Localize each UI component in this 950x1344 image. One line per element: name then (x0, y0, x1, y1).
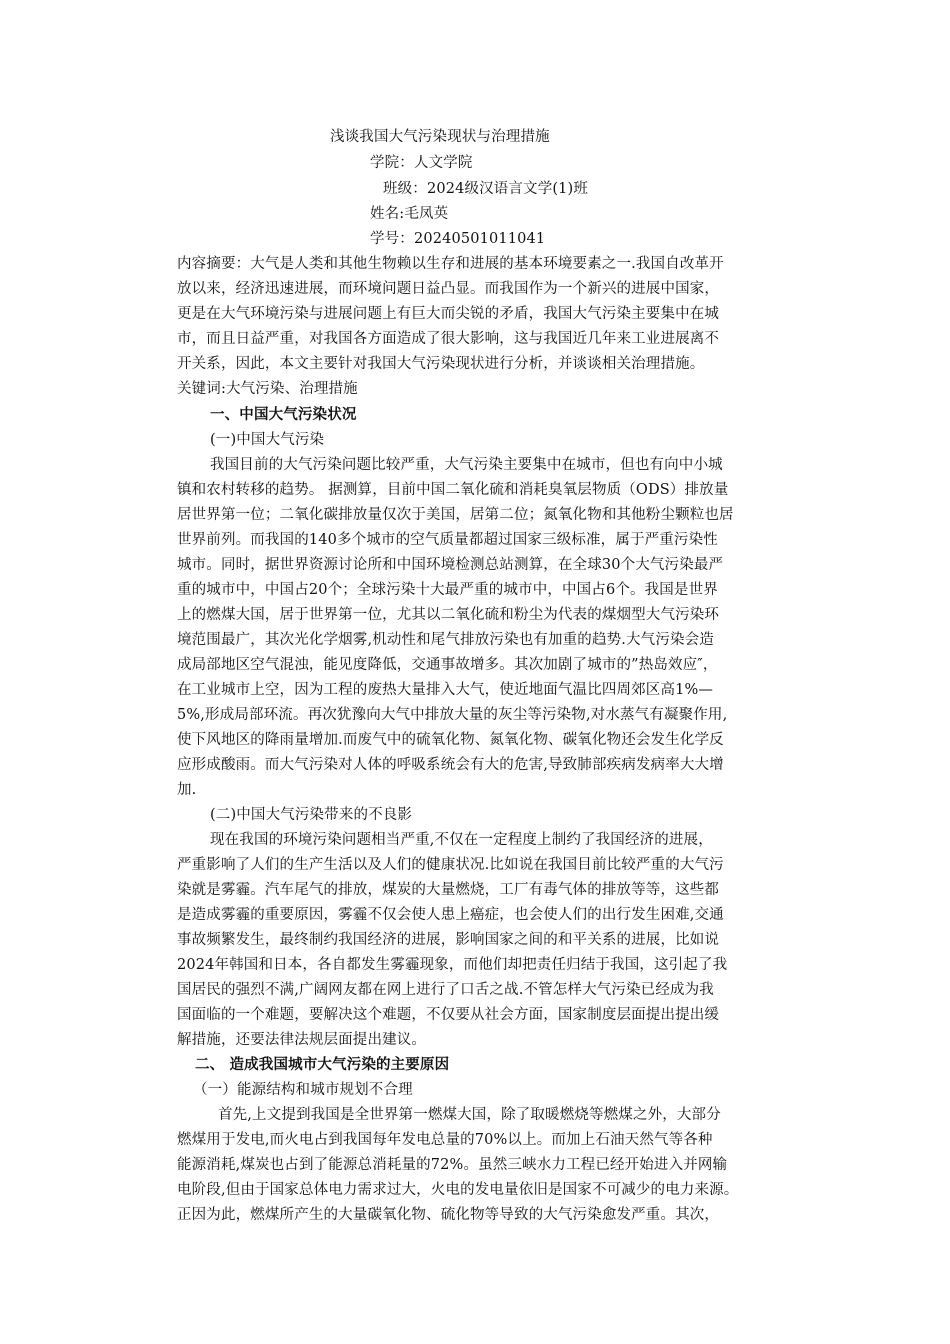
paragraph-line: 加. (177, 782, 197, 798)
paragraph-line: 成局部地区空气混浊，能见度降低，交通事故增多。其次加剧了城市的”热岛效应″， (177, 657, 718, 673)
paragraph-line: 现在我国的环境污染问题相当严重,不仅在一定程度上制约了我国经济的进展， (210, 832, 713, 848)
paragraph-line: 染就是雾霾。汽车尾气的排放，煤炭的大量燃烧，工厂有毒气体的排放等等，这些都 (177, 882, 720, 898)
paragraph-line: 国面临的一个难题，要解决这个难题，不仅要从社会方面，国家制度层面提出提出缓 (177, 1007, 720, 1023)
paragraph-line: 使下风地区的降雨量增加.而废气中的硫氧化物、氮氧化物、碳氧化物还会发生化学反 (177, 732, 724, 748)
keywords-line: 关键词:大气污染、治理措施 (177, 381, 358, 397)
paragraph-line: 上的燃煤大国，居于世界第一位，尤其以二氧化硫和粉尘为代表的煤烟型大气污染环 (177, 607, 720, 623)
paragraph-line: 电阶段,但由于国家总体电力需求过大，火电的发电量依旧是国家不可减少的电力来源。 (177, 1182, 739, 1198)
paragraph-line: 2024年韩国和日本，各自都发生雾霾现象，而他们却把责任归结于我国，这引起了我 (177, 957, 728, 973)
paragraph-line: 能源消耗,煤炭也占到了能源总消耗量的72%。虽然三峡水力工程已经开始进入并网输 (177, 1157, 728, 1173)
paragraph-line: 首先,上文提到我国是全世界第一燃煤大国，除了取暖燃烧等燃煤之外，大部分 (218, 1107, 721, 1123)
paragraph-line: 燃煤用于发电,而火电占到我国每年发电总量的70%以上。而加上石油天然气等各种 (177, 1132, 713, 1148)
name-line: 姓名:毛凤英 (370, 206, 449, 222)
subsection-1-1-heading: (一)中国大气污染 (210, 432, 325, 448)
document-title: 浅谈我国大气污染现状与治理措施 (330, 129, 550, 145)
abstract-line: 放以来，经济迅速进展，而环境问题日益凸显。而我国作为一个新兴的进展中国家， (177, 281, 720, 297)
college-line: 学院：人文学院 (370, 155, 473, 171)
paragraph-line: 境范围最广，其次光化学烟雾,机动性和尾气排放污染也有加重的趋势.大气污染会造 (177, 632, 714, 648)
section-2-heading: 二、 造成我国城市大气污染的主要原因 (195, 1056, 450, 1073)
paragraph-line: 正因为此，燃煤所产生的大量碳氧化物、硫化物等导致的大气污染愈发严重。其次， (177, 1207, 720, 1223)
abstract-line: 市，而且日益严重，对我国各方面造成了很大影响，这与我国近几年来工业进展离不 (177, 331, 720, 347)
paragraph-line: 事故频繁发生，最终制约我国经济的进展，影响国家之间的和平关系的进展，比如说 (177, 932, 720, 948)
paragraph-line: 镇和农村转移的趋势。 据测算，目前中国二氧化硫和消耗臭氧层物质（ODS）排放量 (177, 482, 729, 498)
abstract-line: 内容摘要：大气是人类和其他生物赖以生存和进展的基本环境要素之一.我国自改革开 (177, 256, 724, 272)
subsection-1-2-heading: (二)中国大气污染带来的不良影 (210, 807, 413, 823)
student-id-line: 学号：20240501011041 (370, 231, 546, 247)
paragraph-line: 居世界第一位；二氧化碳排放量仅次于美国，居第二位；氮氧化物和其他粉尘颗粒也居 (177, 507, 734, 523)
subsection-2-1-heading: （一）能源结构和城市规划不合理 (193, 1082, 413, 1098)
class-line: 班级：2024级汉语言文学(1)班 (383, 181, 588, 197)
abstract-line: 开关系，因此，本文主要针对我国大气污染现状进行分析，并谈谈相关治理措施。 (177, 356, 705, 372)
paragraph-line: 是造成雾霾的重要原因，雾霾不仅会使人患上癌症，也会使人们的出行发生困难,交通 (177, 907, 724, 923)
paragraph-line: 重的城市中，中国占20个；全球污染十大最严重的城市中，中国占6个。我国是世界 (177, 582, 718, 598)
paragraph-line: 解措施，还要法律法规层面提出建议。 (177, 1032, 427, 1048)
paragraph-line: 在工业城市上空，因为工程的废热大量排入大气，使近地面气温比四周郊区高1%— (177, 682, 714, 698)
abstract-line: 更是在大气环境污染与进展问题上有巨大而尖锐的矛盾，我国大气污染主要集中在城 (177, 306, 720, 322)
paragraph-line: 应形成酸雨。而大气污染对人体的呼吸系统会有大的危害,导致肺部疾病发病率大大增 (177, 757, 724, 773)
section-1-heading: 一、中国大气污染状况 (210, 406, 357, 423)
paragraph-line: 5%,形成局部环流。再次犹豫向大气中排放大量的灰尘等污染物,对水蒸气有凝聚作用, (177, 707, 728, 723)
paragraph-line: 世界前列。而我国的140多个城市的空气质量都超过国家三级标准，属于严重污染性 (177, 532, 718, 548)
paragraph-line: 城市。同时，据世界资源讨论所和中国环境检测总站测算，在全球30个大气污染最严 (177, 557, 724, 573)
paragraph-line: 我国目前的大气污染问题比较严重，大气污染主要集中在城市，但也有向中小城 (210, 457, 723, 473)
paragraph-line: 国居民的强烈不满,广阔网友都在网上进行了口舌之战.不管怎样大气污染已经成为我 (177, 982, 714, 998)
paragraph-line: 严重影响了人们的生产生活以及人们的健康状况.比如说在我国目前比较严重的大气污 (177, 857, 724, 873)
